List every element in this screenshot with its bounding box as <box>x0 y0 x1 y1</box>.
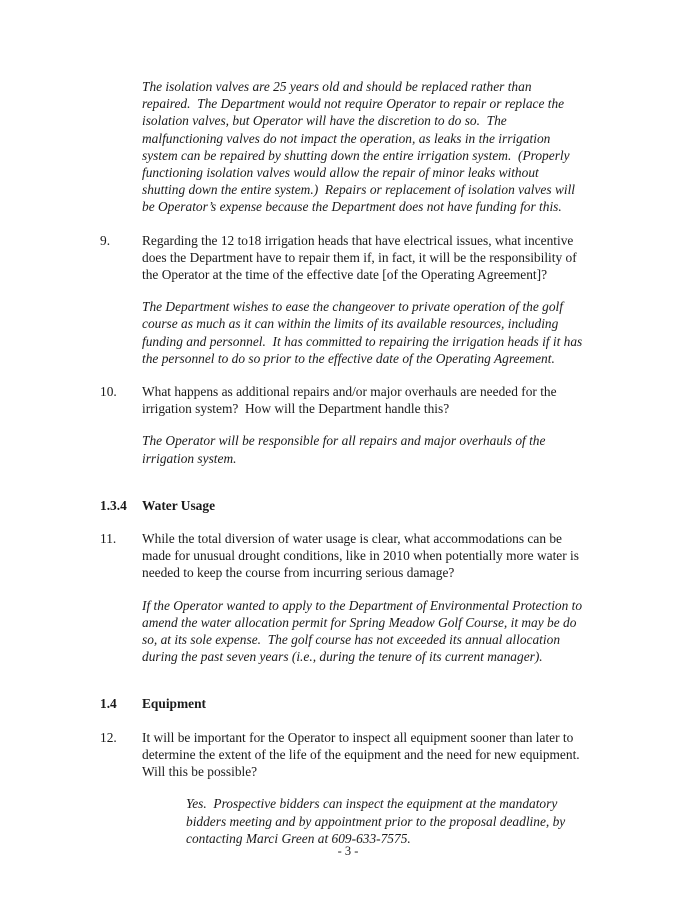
text-line: bidders meeting and by appointment prior to the proposal deadline, by <box>186 813 566 829</box>
section-number: 1.3.4 <box>100 497 127 513</box>
text-line: contacting Marci Green at 609-633-7575. <box>186 830 411 846</box>
text-line: during the past seven years (i.e., during the tenure of its current manager). <box>142 649 543 665</box>
text-line: isolation valves, but Operator will have the discretion to do so. The <box>142 113 507 129</box>
item-question <box>142 530 610 582</box>
item-question <box>142 232 610 284</box>
section-title: Equipment <box>142 696 206 712</box>
text-line: amend the water allocation permit for Spring Meadow Golf Course, it may be do <box>142 614 577 630</box>
text-line: system can be repaired by shutting down the entire irrigation system. (Properly <box>142 147 570 163</box>
text-line: be Operator’s expense because the Department does not have funding for this. <box>142 199 562 215</box>
item-number: 9. <box>100 232 111 248</box>
text-line: funding and personnel. It has committed to repairing the irrigation heads if it has <box>142 333 583 349</box>
numbered-item-12 <box>100 729 610 781</box>
item-12-answer <box>100 795 610 847</box>
item-question <box>142 729 610 781</box>
text-line: repaired. The Department would not require Operator to repair or replace the <box>142 96 565 112</box>
numbered-item-9 <box>100 232 610 284</box>
intro-answer-paragraph <box>100 78 610 216</box>
numbered-item-11 <box>100 530 610 582</box>
text-line: needed to keep the course from incurring serious damage? <box>142 565 455 581</box>
text-line: What happens as additional repairs and/or major overhauls are needed for the <box>142 384 557 400</box>
text-line: If the Operator wanted to apply to the Department of Environmental Protection to <box>142 597 583 613</box>
text-line: malfunctioning valves do not impact the operation, as leaks in the irrigation <box>142 130 551 146</box>
text-line: Will this be possible? <box>142 764 258 780</box>
text-line: the personnel to do so prior to the effective date of the Operating Agreement. <box>142 350 555 366</box>
item-10-answer <box>100 432 610 466</box>
page-number-footer: - 3 - <box>337 844 359 858</box>
item-number: 10. <box>100 384 117 400</box>
item-9-answer <box>100 298 610 367</box>
section-title: Water Usage <box>142 497 216 513</box>
section-heading-equipment <box>100 695 610 712</box>
text-line: The Operator will be responsible for all repairs and major overhauls of the <box>142 433 546 449</box>
text-line: functioning isolation valves would allow the repair of minor leaks without <box>142 165 539 181</box>
text-line: The Department wishes to ease the changeover to private operation of the golf <box>142 299 563 315</box>
item-number: 12. <box>100 729 117 745</box>
text-line: While the total diversion of water usage is clear, what accommodations can be <box>142 531 563 547</box>
text-line: irrigation system. <box>142 450 237 466</box>
text-line: The isolation valves are 25 years old and should be replaced rather than <box>142 79 532 94</box>
section-number: 1.4 <box>100 696 117 712</box>
section-heading-water-usage <box>100 497 610 514</box>
item-number: 11. <box>100 531 117 547</box>
text-line: course as much as it can within the limits of its available resources, including <box>142 316 559 332</box>
text-line: shutting down the entire system.) Repairs or replacement of isolation valves will <box>142 182 576 198</box>
text-line: Yes. Prospective bidders can inspect the equipment at the mandatory <box>186 796 558 812</box>
text-line: It will be important for the Operator to inspect all equipment sooner than later to <box>142 729 574 745</box>
text-line: so, at its sole expense. The golf course has not exceeded its annual allocation <box>142 632 561 648</box>
page-content <box>100 78 610 847</box>
text-line: made for unusual drought conditions, like in 2010 when potentially more water is <box>142 548 579 564</box>
text-line: does the Department have to repair them if, in fact, it will be the responsibility of <box>142 249 577 265</box>
text-line: determine the extent of the life of the equipment and the need for new equipment. <box>142 746 580 762</box>
text-line: Regarding the 12 to18 irrigation heads that have electrical issues, what incentive <box>142 232 574 248</box>
item-question <box>142 383 610 417</box>
item-11-answer <box>100 597 610 666</box>
text-line: the Operator at the time of the effective date [of the Operating Agreement]? <box>142 267 548 283</box>
numbered-item-10 <box>100 383 610 417</box>
text-line: irrigation system? How will the Department handle this? <box>142 401 450 417</box>
